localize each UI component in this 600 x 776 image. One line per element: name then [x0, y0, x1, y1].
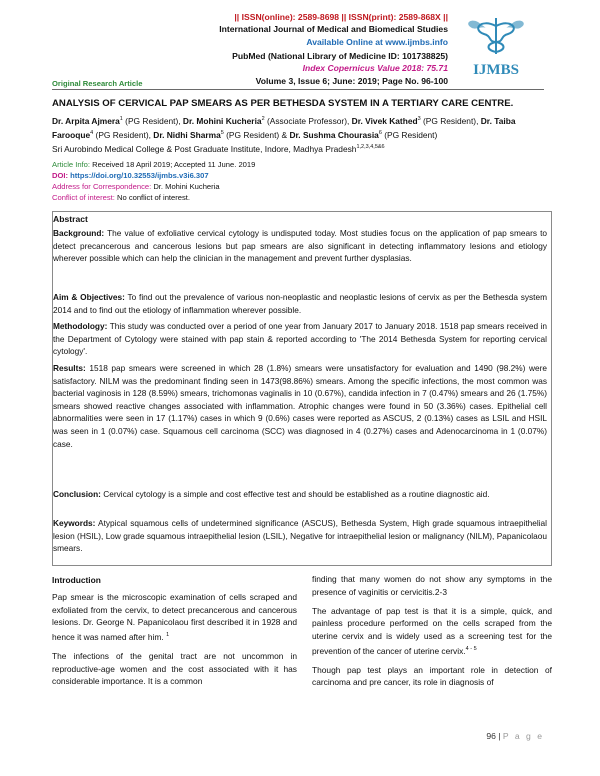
author-list: [52, 113, 552, 156]
author-4: Dr. Taiba Farooque$^4$ (PG Resident),: [52, 115, 516, 141]
abstract-methodology: Methodology: This study was conducted over a period of one year from January 2017 to January 2018. 1518 pap smears received in the Department of Cytology were stained with pap stain & reported according to 'The 2014 Bethesda System for reporting cervical cytology'.: [53, 321, 547, 357]
author-2: Dr. Mohini Kucheria$^2$ (Associate Professor),: [182, 115, 352, 126]
abstract-aim: Aim & Objectives: To find out the prevalence of various non-neoplastic and neoplastic lesions of cervix as per the Bethesda system 2014 and to find out the etiology of inflammation wherever possible.: [53, 292, 547, 315]
intro-paragraph-1: Pap smear is the microscopic examination of cells scraped and exfoliated from the cervix, to detect precancerous and cancerous lesions. Dr. George N. Papanicolaou first described it in 1928 and hence it was named after him. $^1$: [52, 591, 297, 642]
affiliation: Sri Aurobindo Medical College & Post Graduate Institute, Indore, Madhya Pradesh$^{1,2,3,4,5\&6}$: [52, 144, 385, 155]
abstract-keywords: Keywords: Atypical squamous cells of undetermined significance (ASCUS), Bethesda System, High grade squamous intraepithelial lesion (HSIL), Low grade squamous intraepithelial lesion (LSIL), Negative for intraepithelial lesion or malignancy (NILM), Papanicolaou smears.: [53, 518, 547, 554]
body-right-column: [312, 573, 552, 695]
volume-info: Volume 3, Issue 6; June: 2019; Page No. 96-100: [255, 76, 448, 86]
conflict-line: Conflict of interest: No conflict of interest.: [52, 193, 191, 202]
abstract-background: Background: The value of exfoliative cervical cytology is undisputed today. Most studies focus on the application of pap smears to detect precancerous and cancerous lesions but pap smears are also significant in detecting inflammatory lesions and etiology wherever possible which can help the clinician in the management and prevent further dysplasias.: [53, 228, 547, 264]
body-left-column: [52, 574, 297, 694]
right-paragraph-2: The advantage of pap test is that it is a simple, quick, and painless procedure performed on the cells scraped from the uterine cervix and is widely used as a screening test for the prevention of the cancer of uterine cervix.$^{4 - 5}$: [312, 605, 552, 656]
pubmed-id: PubMed (National Library of Medicine ID: 101738825): [232, 51, 448, 61]
doi-link[interactable]: https://doi.org/10.32553/ijmbs.v3i6.307: [68, 171, 209, 180]
page-word: P a g e: [502, 731, 544, 741]
abstract-conclusion: Conclusion: Cervical cytology is a simple and cost effective test and should be established as a routine diagnostic aid.: [53, 489, 490, 499]
page-footer: 96 | P a g e: [486, 731, 544, 741]
right-paragraph-3: Though pap test plays an important role in detection of carcinoma and pre cancer, its role in diagnosis of: [312, 664, 552, 688]
header-divider: [52, 89, 544, 90]
ijmbs-emblem-icon: [456, 12, 536, 82]
intro-heading: Introduction: [52, 575, 101, 585]
doi-line: DOI: https://doi.org/10.32553/ijmbs.v3i6.307: [52, 171, 209, 180]
article-info: Article Info: Received 18 April 2019; Accepted 11 June. 2019: [52, 160, 256, 169]
copernicus-value: Index Copernicus Value 2018: 75.71: [302, 63, 448, 73]
svg-text:IJMBS: IJMBS: [473, 62, 519, 78]
article-type: Original Research Article: [52, 79, 143, 88]
correspondence-line: Address for Correspondence: Dr. Mohini Kucheria: [52, 182, 220, 191]
issn-line: || ISSN(online): 2589-8698 || ISSN(print): 2589-868X ||: [234, 12, 448, 22]
author-6: Dr. Sushma Chourasia$^6$ (PG Resident): [289, 130, 438, 141]
journal-logo: [456, 12, 536, 82]
available-online-link[interactable]: Available Online at www.ijmbs.info: [306, 37, 448, 47]
page-number: 96: [486, 731, 496, 741]
abstract-results: Results: 1518 pap smears were screened in which 28 (1.8%) smears were unsatisfactory for evaluation and 1490 (98.2%) were satisfactory. NILM was the predominant finding seen in 1473(98.86%) smears. Among the specific infections, the most common was bacterial vaginosis in 128 (8.59%) smears, trichomonas vaginalis in 10 (0.67%), candida infection in 7 (0.47%) smears and 26 (1.75%) smears showed reactive changes associated with inflammation. Atrophic changes were found in 50 (3.36%) cases. Epithelial cell abnormalities were seen in 17 (1.17%) cases in which 9 (0.6%) cases were reported as ASCUS, 2 (0.13%) cases as LSIL and HSIL was seen in 1 (0.07%) case. Squamous cell carcinoma (SCC) was diagnosed in 4 (0.27%) cases and Adenocarcinoma in 1 (0.07%) case.: [53, 363, 547, 449]
article-title: ANALYSIS OF CERVICAL PAP SMEARS AS PER BETHESDA SYSTEM IN A TERTIARY CARE CENTRE.: [52, 98, 514, 109]
journal-name: International Journal of Medical and Biomedical Studies: [219, 24, 448, 34]
author-1: Dr. Arpita Ajmera$^1$ (PG Resident),: [52, 115, 183, 126]
author-3: Dr. Vivek Kathed$^3$ (PG Resident),: [351, 115, 481, 126]
right-paragraph-1: finding that many women do not show any symptoms in the presence of vaginitis or cervicitis.2-3: [312, 574, 552, 597]
author-5: Dr. Nidhi Sharma$^5$ (PG Resident) &: [153, 130, 290, 141]
abstract-heading: Abstract: [53, 214, 88, 224]
intro-paragraph-2: The infections of the genital tract are not uncommon in reproductive-age women and the cost associated with it has considerable importance. It is a common: [52, 650, 297, 687]
